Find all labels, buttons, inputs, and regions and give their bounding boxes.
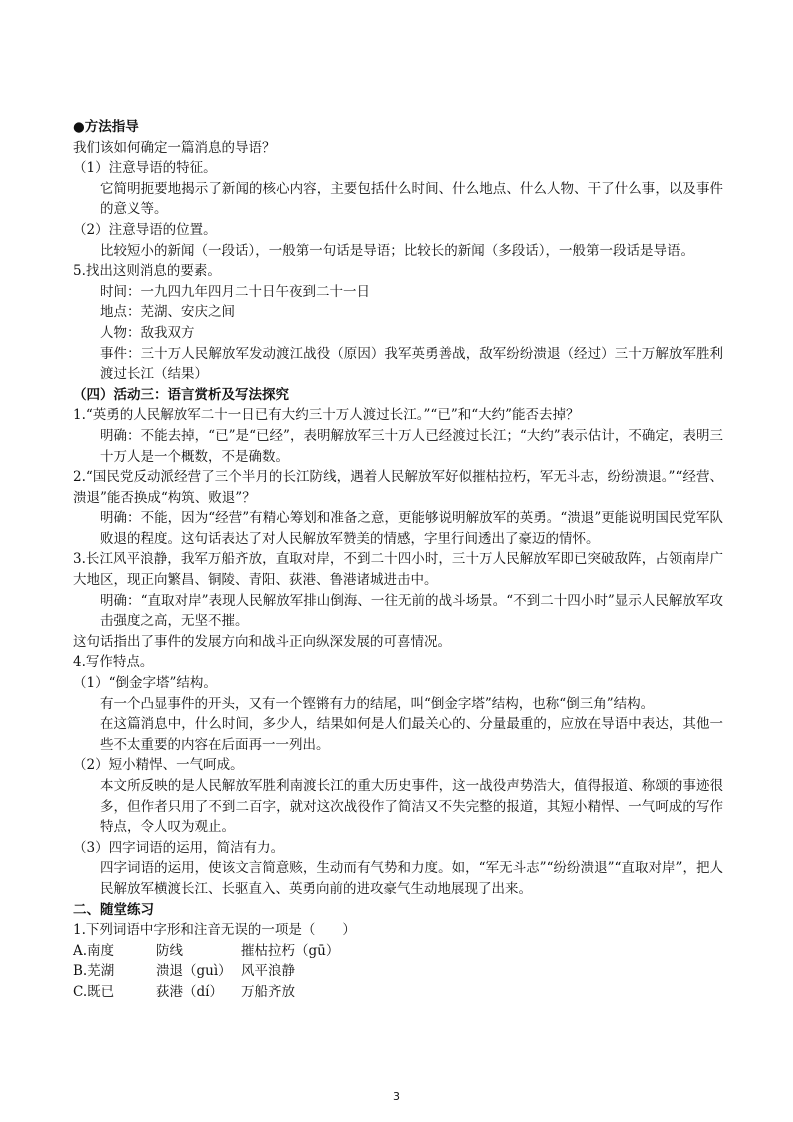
option-c-word-1: C.既已: [73, 983, 115, 1000]
activity3-q1: 1.“英勇的人民解放军二十一日已有大约三十万人渡过长江。”“已”和“大约”能否去掉？: [73, 407, 580, 424]
activity3-a3-tail: 这句话指出了事件的发展方向和战斗正向纵深发展的可喜情况。: [73, 633, 451, 650]
option-a: [73, 941, 723, 962]
option-c: [73, 982, 723, 1003]
activity3-a3: 明确：“直取对岸”表现人民解放军排山倒海、一往无前的战斗场景。“不到二十四小时”显示人民解放军攻击强度之高，无坚不摧。: [100, 592, 723, 630]
practice-q1: 1.下列词语中字形和注音无误的一项是（ ）: [73, 922, 356, 939]
option-c-word-2: 荻港（dí）: [156, 983, 223, 1000]
feature-2-title: （2）短小精悍、一气呵成。: [73, 757, 244, 774]
activity3-a1: 明确：不能去掉，“已”是“已经”，表明解放军三十万人已经渡过长江；“大约”表示估计，不确定，表明三十万人是一个概数，不是确数。: [100, 427, 723, 465]
option-a-word-1: A.南度: [73, 942, 115, 959]
q5-people: 人物：敌我双方: [100, 324, 195, 341]
document-body: [73, 117, 723, 1003]
method-heading: ●方法指导: [73, 119, 139, 135]
option-a-word-3: 摧枯拉朽（gū）: [241, 942, 340, 959]
feature-1-text-2: 在这篇消息中，什么时间，多少人，结果如何是人们最关心的、分量最重的，应放在导语中表达，其他一些不太重要的内容在后面再一一列出。: [100, 716, 723, 753]
practice-heading: 二、随堂练习: [73, 901, 154, 918]
activity3-heading: （四）活动三：语言赏析及写法探究: [73, 386, 289, 403]
activity3-q3: 3.长江风平浪静，我军万船齐放，直取对岸，不到二十四小时，三十万人民解放军即已突破敌阵，占领南岸广大地区，现正向繁昌、铜陵、青阳、荻港、鲁港诸城进击中。: [73, 551, 723, 589]
q5-title: 5.找出这则消息的要素。: [73, 263, 221, 280]
activity3-q2: 2.“国民党反动派经营了三个半月的长江防线，遇着人民解放军好似摧枯拉朽，军无斗志，纷纷溃退。”“经营、溃退”能否换成“构筑、败退”？: [73, 469, 723, 506]
page-number: 3: [393, 1090, 400, 1103]
activity3-a2: 明确：不能，因为“经营”有精心筹划和准备之意，更能够说明解放军的英勇。“溃退”更能说明国民党军队败退的程度。这句话表达了对人民解放军赞美的情感，字里行间透出了豪迈的情怀。: [100, 510, 723, 547]
method-point-2-text: 比较短小的新闻（一段话），一般第一句话是导语；比较长的新闻（多段话），一般第一段话是导语。: [100, 242, 694, 259]
option-b: [73, 961, 723, 982]
q5-event: 事件：三十万人民解放军发动渡江战役（原因）我军英勇善战，敌军纷纷溃退（经过）三十万解放军胜利渡过长江（结果）: [100, 345, 723, 383]
feature-1-title: （1）“倒金字塔”结构。: [73, 675, 217, 692]
q5-time: 时间：一九四九年四月二十日午夜到二十一日: [100, 283, 370, 300]
method-point-1-title: （1）注意导语的特征。: [73, 160, 217, 177]
feature-3-title: （3）四字词语的运用，简洁有力。: [73, 839, 285, 856]
feature-2-text: 本文所反映的是人民解放军胜利南渡长江的重大历史事件，这一战役声势浩大，值得报道、称颂的事迹很多，但作者只用了不到二百字，就对这次战役作了简洁又不失完整的报道，其短小精悍、一气呵成的写作特点，令人叹为观止。: [100, 778, 723, 836]
q5-place: 地点：芜湖、安庆之间: [100, 304, 235, 321]
feature-1-text-1: 有一个凸显事件的开头，又有一个铿锵有力的结尾，叫“倒金字塔”结构，也称“倒三角”结构。: [100, 695, 655, 712]
method-point-2-title: （2）注意导语的位置。: [73, 221, 217, 238]
activity3-q4: 4.写作特点。: [73, 654, 154, 671]
feature-3-text: 四字词语的运用，使该文言简意赅，生动而有气势和力度。如，“军无斗志”“纷纷溃退”“直取对岸”，把人民解放军横渡长江、长驱直入、英勇向前的进攻豪气生动地展现了出来。: [100, 860, 723, 897]
option-c-word-3: 万船齐放: [241, 983, 295, 1000]
option-b-word-3: 风平浪静: [241, 963, 295, 980]
method-question: 我们该如何确定一篇消息的导语？: [73, 139, 276, 156]
method-point-1-text: 它简明扼要地揭示了新闻的核心内容，主要包括什么时间、什么地点、什么人物、干了什么事，以及事件的意义等。: [100, 180, 723, 218]
option-b-word-1: B.芜湖: [73, 963, 115, 980]
option-b-word-2: 溃退（guì）: [156, 963, 232, 980]
option-a-word-2: 防线: [156, 942, 183, 959]
